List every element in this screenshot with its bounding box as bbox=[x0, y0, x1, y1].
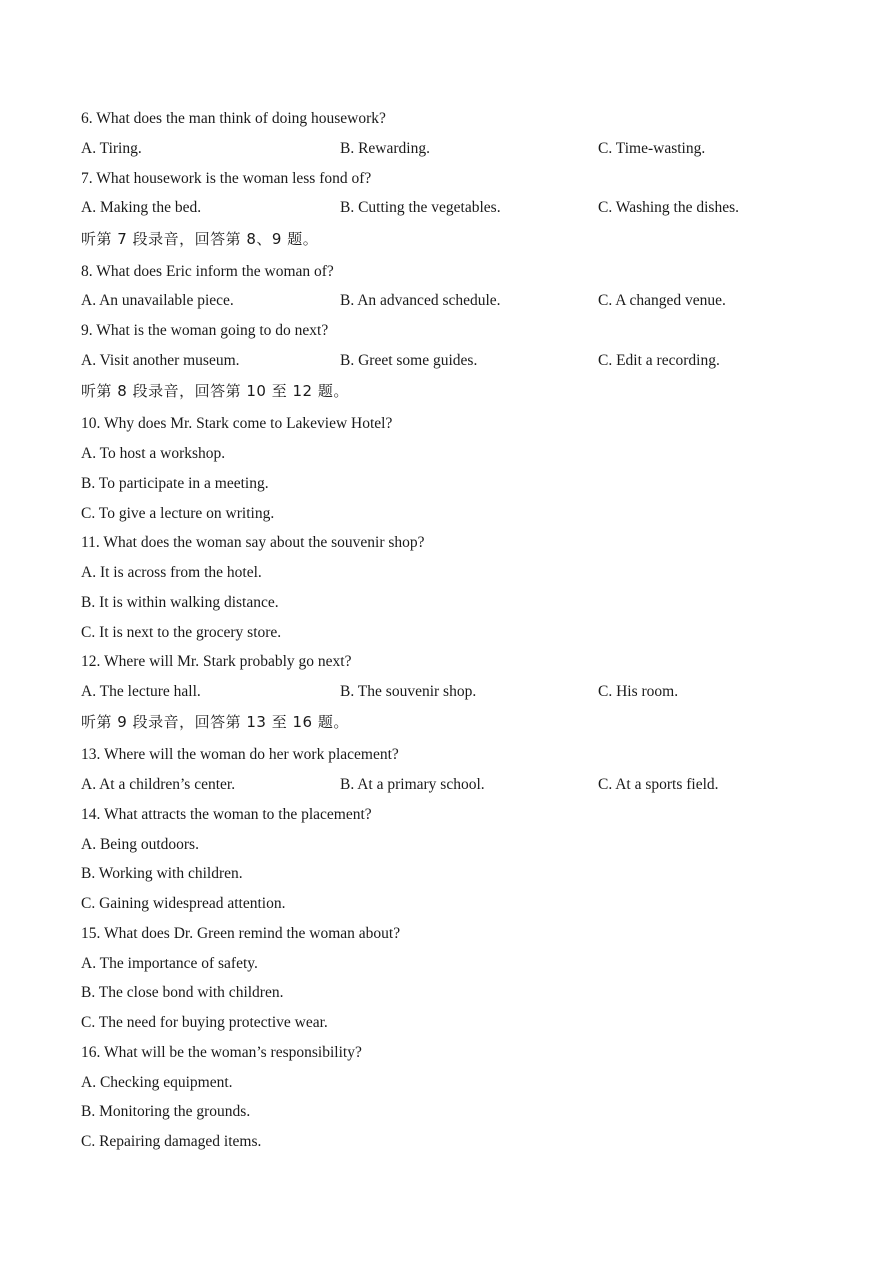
option-c: C. His room. bbox=[598, 683, 679, 700]
question-14: 14. What attracts the woman to the placement? bbox=[81, 806, 372, 823]
section-heading-8: 听第 8 段录音，回答第 10 至 12 题。 bbox=[81, 382, 349, 400]
option-14b: B. Working with children. bbox=[81, 865, 243, 882]
option-16c: C. Repairing damaged items. bbox=[81, 1133, 262, 1150]
option-11b: B. It is within walking distance. bbox=[81, 594, 279, 611]
option-b: B. At a primary school. bbox=[340, 776, 485, 793]
question-12: 12. Where will Mr. Stark probably go next? bbox=[81, 653, 352, 670]
option-b: B. An advanced schedule. bbox=[340, 292, 501, 309]
question-7: 7. What housework is the woman less fond of? bbox=[81, 170, 372, 187]
option-b: B. The souvenir shop. bbox=[340, 683, 477, 700]
question-13: 13. Where will the woman do her work placement? bbox=[81, 746, 399, 763]
option-15b: B. The close bond with children. bbox=[81, 984, 284, 1001]
option-10c: C. To give a lecture on writing. bbox=[81, 505, 275, 522]
options-row-13 bbox=[81, 775, 841, 795]
question-9: 9. What is the woman going to do next? bbox=[81, 322, 329, 339]
options-row-12 bbox=[81, 682, 841, 702]
option-b: B. Rewarding. bbox=[340, 140, 430, 157]
question-15: 15. What does Dr. Green remind the woman about? bbox=[81, 925, 401, 942]
option-a: A. Tiring. bbox=[81, 140, 142, 157]
option-a: A. Visit another museum. bbox=[81, 352, 240, 369]
option-16a: A. Checking equipment. bbox=[81, 1074, 233, 1091]
option-c: C. A changed venue. bbox=[598, 292, 726, 309]
options-row-7 bbox=[81, 198, 841, 218]
option-a: A. Making the bed. bbox=[81, 199, 202, 216]
option-16b: B. Monitoring the grounds. bbox=[81, 1103, 251, 1120]
options-row-9 bbox=[81, 351, 841, 371]
option-a: A. At a children’s center. bbox=[81, 776, 236, 793]
question-8: 8. What does Eric inform the woman of? bbox=[81, 263, 334, 280]
option-14c: C. Gaining widespread attention. bbox=[81, 895, 286, 912]
option-b: B. Cutting the vegetables. bbox=[340, 199, 501, 216]
option-c: C. Washing the dishes. bbox=[598, 199, 739, 216]
option-14a: A. Being outdoors. bbox=[81, 836, 199, 853]
option-c: C. At a sports field. bbox=[598, 776, 719, 793]
option-b: B. Greet some guides. bbox=[340, 352, 478, 369]
options-row-6 bbox=[81, 139, 841, 159]
question-11: 11. What does the woman say about the souvenir shop? bbox=[81, 534, 425, 551]
question-16: 16. What will be the woman’s responsibility? bbox=[81, 1044, 362, 1061]
option-15a: A. The importance of safety. bbox=[81, 955, 258, 972]
option-c: C. Edit a recording. bbox=[598, 352, 720, 369]
option-10a: A. To host a workshop. bbox=[81, 445, 226, 462]
option-11a: A. It is across from the hotel. bbox=[81, 564, 262, 581]
option-a: A. An unavailable piece. bbox=[81, 292, 234, 309]
option-11c: C. It is next to the grocery store. bbox=[81, 624, 282, 641]
option-10b: B. To participate in a meeting. bbox=[81, 475, 269, 492]
option-a: A. The lecture hall. bbox=[81, 683, 201, 700]
option-15c: C. The need for buying protective wear. bbox=[81, 1014, 328, 1031]
options-row-8 bbox=[81, 291, 841, 311]
section-heading-7: 听第 7 段录音，回答第 8、9 题。 bbox=[81, 230, 319, 248]
option-c: C. Time-wasting. bbox=[598, 140, 706, 157]
section-heading-9: 听第 9 段录音，回答第 13 至 16 题。 bbox=[81, 713, 349, 731]
question-10: 10. Why does Mr. Stark come to Lakeview Hotel? bbox=[81, 415, 393, 432]
question-6: 6. What does the man think of doing housework? bbox=[81, 110, 386, 127]
